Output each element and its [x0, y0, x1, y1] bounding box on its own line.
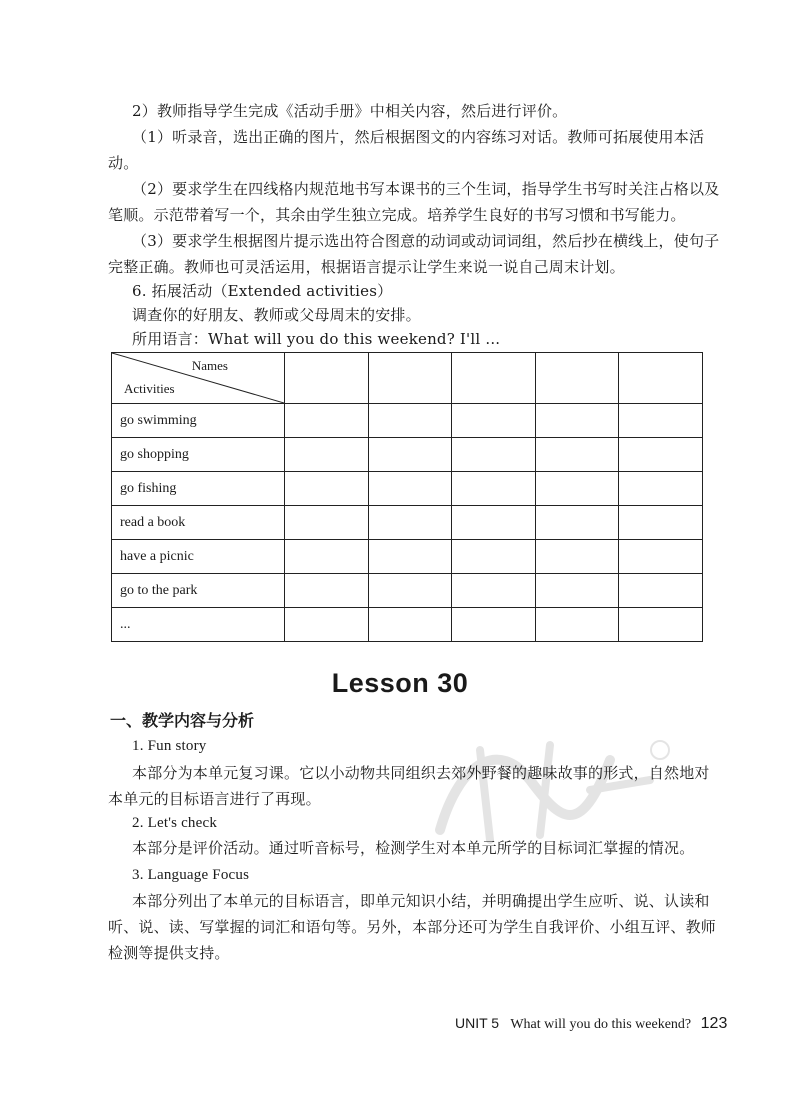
paragraph-activity-book: 2）教师指导学生完成《活动手册》中相关内容，然后进行评价。	[132, 102, 568, 120]
survey-answer-cell[interactable]	[619, 438, 703, 472]
item-heading-lets-check: 2. Let's check	[132, 815, 218, 831]
survey-answer-cell[interactable]	[619, 540, 703, 574]
survey-answer-cell[interactable]	[452, 574, 536, 608]
section-heading: 一、教学内容与分析	[110, 711, 255, 730]
publisher-watermark-logo	[420, 720, 680, 860]
survey-table	[111, 352, 703, 642]
name-column-cell[interactable]	[452, 353, 536, 404]
survey-answer-cell[interactable]	[285, 540, 369, 574]
survey-answer-cell[interactable]	[619, 608, 703, 642]
survey-answer-cell[interactable]	[368, 404, 452, 438]
survey-answer-cell[interactable]	[368, 574, 452, 608]
survey-answer-cell[interactable]	[452, 608, 536, 642]
survey-answer-cell[interactable]	[619, 404, 703, 438]
table-row	[112, 404, 703, 438]
survey-answer-cell[interactable]	[619, 472, 703, 506]
name-column-cell[interactable]	[535, 353, 619, 404]
survey-answer-cell[interactable]	[285, 608, 369, 642]
survey-instruction: 调查你的好朋友、教师或父母周末的安排。	[132, 306, 421, 324]
item-heading-fun-story: 1. Fun story	[132, 738, 207, 754]
survey-answer-cell[interactable]	[368, 472, 452, 506]
activity-cell: go to the park	[112, 574, 285, 608]
survey-answer-cell[interactable]	[619, 574, 703, 608]
item-body-lets-check: 本部分是评价活动。通过听音标号，检测学生对本单元所学的目标词汇掌握的情况。	[132, 839, 695, 857]
survey-answer-cell[interactable]	[452, 472, 536, 506]
activity-cell: read a book	[112, 506, 285, 540]
survey-answer-cell[interactable]	[535, 506, 619, 540]
survey-answer-cell[interactable]	[285, 404, 369, 438]
activity-cell: go swimming	[112, 404, 285, 438]
survey-answer-cell[interactable]	[368, 438, 452, 472]
extended-activities-heading: 6. 拓展活动（Extended activities）	[132, 282, 393, 300]
activity-cell: have a picnic	[112, 540, 285, 574]
language-used: 所用语言：What will you do this weekend? I'll ...	[132, 330, 501, 348]
survey-answer-cell[interactable]	[285, 472, 369, 506]
survey-answer-cell[interactable]	[535, 540, 619, 574]
survey-answer-cell[interactable]	[452, 438, 536, 472]
table-row	[112, 506, 703, 540]
item-body-fun-story: 本部分为本单元复习课。它以小动物共同组织去郊外野餐的趣味故事的形式，自然地对本单元的目标语言进行了再现。	[108, 764, 710, 808]
diagonal-header-cell	[112, 353, 285, 404]
survey-answer-cell[interactable]	[452, 506, 536, 540]
table-row	[112, 540, 703, 574]
survey-answer-cell[interactable]	[452, 404, 536, 438]
activity-cell: ...	[112, 608, 285, 642]
table-row	[112, 472, 703, 506]
activity-cell: go shopping	[112, 438, 285, 472]
survey-answer-cell[interactable]	[535, 608, 619, 642]
page-number: 123	[700, 1015, 728, 1032]
survey-answer-cell[interactable]	[619, 506, 703, 540]
survey-answer-cell[interactable]	[285, 506, 369, 540]
paragraph-step-1: （1）听录音，选出正确的图片，然后根据图文的内容练习对话。教师可拓展使用本活动。	[108, 128, 705, 172]
lesson-title: Lesson 30	[331, 668, 469, 698]
paragraph-step-2: （2）要求学生在四线格内规范地书写本课书的三个生词，指导学生书写时关注占格以及笔顺。示范带着写一个，其余由学生独立完成。培养学生良好的书写习惯和书写能力。	[108, 180, 720, 224]
table-header-row	[112, 353, 703, 404]
survey-answer-cell[interactable]	[285, 438, 369, 472]
table-row	[112, 438, 703, 472]
survey-answer-cell[interactable]	[285, 574, 369, 608]
footer-unit: UNIT 5	[455, 1015, 500, 1031]
item-body-language-focus: 本部分列出了本单元的目标语言，即单元知识小结，并明确提出学生应听、说、认读和听、说、读、写掌握的词汇和语句等。另外，本部分还可为学生自我评价、小组互评、教师检测等提供支持。	[108, 892, 717, 962]
survey-answer-cell[interactable]	[368, 608, 452, 642]
table-row	[112, 574, 703, 608]
survey-answer-cell[interactable]	[368, 506, 452, 540]
footer-unit-title: What will you do this weekend?	[510, 1017, 692, 1032]
header-names-label: Names	[191, 358, 228, 373]
page-footer	[455, 1015, 727, 1033]
name-column-cell[interactable]	[368, 353, 452, 404]
survey-answer-cell[interactable]	[535, 404, 619, 438]
survey-answer-cell[interactable]	[535, 574, 619, 608]
survey-answer-cell[interactable]	[452, 540, 536, 574]
name-column-cell[interactable]	[285, 353, 369, 404]
table-row	[112, 608, 703, 642]
survey-answer-cell[interactable]	[535, 438, 619, 472]
header-activities-label: Activities	[124, 381, 175, 396]
item-heading-language-focus: 3. Language Focus	[132, 867, 250, 883]
survey-answer-cell[interactable]	[535, 472, 619, 506]
activity-cell: go fishing	[112, 472, 285, 506]
name-column-cell[interactable]	[619, 353, 703, 404]
survey-answer-cell[interactable]	[368, 540, 452, 574]
paragraph-step-3: （3）要求学生根据图片提示选出符合图意的动词或动词词组，然后抄在横线上，使句子完整正确。教师也可灵活运用，根据语言提示让学生来说一说自己周末计划。	[108, 232, 720, 276]
